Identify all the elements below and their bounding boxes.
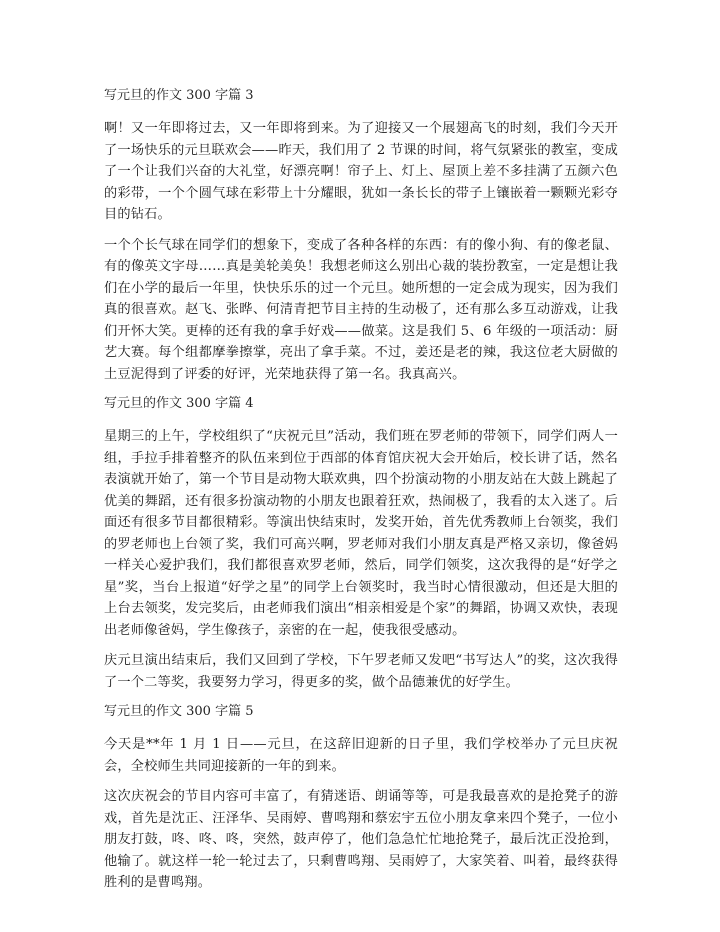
paragraph: 这次庆祝会的节目内容可丰富了，有猜迷语、朗诵等等，可是我最喜欢的是抢凳子的游戏，首先是沈正、汪泽华、吴雨婷、曹鸣翔和蔡宏宇五位小朋友拿来四个凳子，一位小朋友打鼓，咚、咚、咚，突然，鼓声停了，他们急急忙忙地抢凳子，最后沈正没抢到，他输了。就这样一轮一轮过去了，只剩曹鸣翔、吴雨婷了，大家笑着、叫着，最终获得胜利的是曹鸣翔。 [104, 789, 618, 890]
paragraph: 庆元旦演出结束后，我们又回到了学校，下午罗老师又发吧“书写达人”的奖，这次我得了一个二等奖，我要努力学习，得更多的奖，做个品德兼优的好学生。 [104, 653, 618, 690]
section-4 [104, 394, 618, 693]
paragraph: 一个个长气球在同学们的想象下，变成了各种各样的东西：有的像小狗、有的像老鼠、有的像英文字母……真是美轮美奂！我想老师这么别出心裁的装扮教室，一定是想让我们在小学的最后一年里，快快乐乐的过一个元旦。她所想的一定会成为现实，因为我们真的很喜欢。赵飞、张晔、何清青把节目主持的生动极了，还有那么多互动游戏，让我们开怀大笑。更棒的还有我的拿手好戏——做菜。这是我们 5、6 年级的一项活动：厨艺大赛。每个组都摩拳擦掌，亮出了拿手菜。不过，姜还是老的辣，我这位老大厨做的土豆泥得到了评委的好评，光荣地获得了第一名。我真高兴。 [104, 237, 618, 382]
section-heading: 写元旦的作文 300 字篇 4 [104, 396, 254, 411]
section-heading: 写元旦的作文 300 字篇 5 [104, 704, 254, 719]
section-5 [104, 702, 618, 894]
paragraph: 今天是**年 1 月 1 日——元旦，在这辞旧迎新的日子里，我们学校举办了元旦庆祝会，全校师生共同迎接新的一年的到来。 [104, 737, 618, 774]
document-page [104, 86, 618, 903]
paragraph: 星期三的上午，学校组织了“庆祝元旦”活动，我们班在罗老师的带领下，同学们两人一组，手拉手排着整齐的队伍来到位于西部的体育馆庆祝大会开始后，校长讲了话，然名表演就开始了，第一个节目是动物大联欢典，四个扮演动物的小朋友站在大鼓上跳起了优美的舞蹈，还有很多扮演动物的小朋友也跟着狂欢，热闹极了，我看的太入迷了。后面还有很多节目都很精彩。等演出快结束时，发奖开始，首先优秀教师上台领奖，我们的罗老师也上台领了奖，我们可高兴啊，罗老师对我们小朋友真是严格又亲切，像爸妈一样关心爱护我们，我们都很喜欢罗老师，然后，同学们领奖，这次我得的是“好学之星”奖，当台上报道“好学之星”的同学上台领奖时，我当时心情很激动，但还是大胆的上台去领奖，发完奖后，由老师我们演出“相亲相爱是个家”的舞蹈，协调又欢快，表现出老师像爸妈，学生像孩子，亲密的在一起，使我很受感动。 [104, 429, 618, 638]
section-heading: 写元旦的作文 300 字篇 3 [104, 88, 254, 103]
paragraph: 啊！又一年即将过去，又一年即将到来。为了迎接又一个展翅高飞的时刻，我们今天开了一场快乐的元旦联欢会——昨天，我们用了 2 节课的时间，将气氛紧张的教室，变成了一个让我们兴奋的大礼堂，好漂亮啊！帘子上、灯上、屋顶上差不多挂满了五颜六色的彩带，一个个圆气球在彩带上十分耀眼，犹如一条长长的带子上镶嵌着一颗颗光彩夺目的钻石。 [104, 121, 618, 222]
section-3 [104, 86, 618, 385]
